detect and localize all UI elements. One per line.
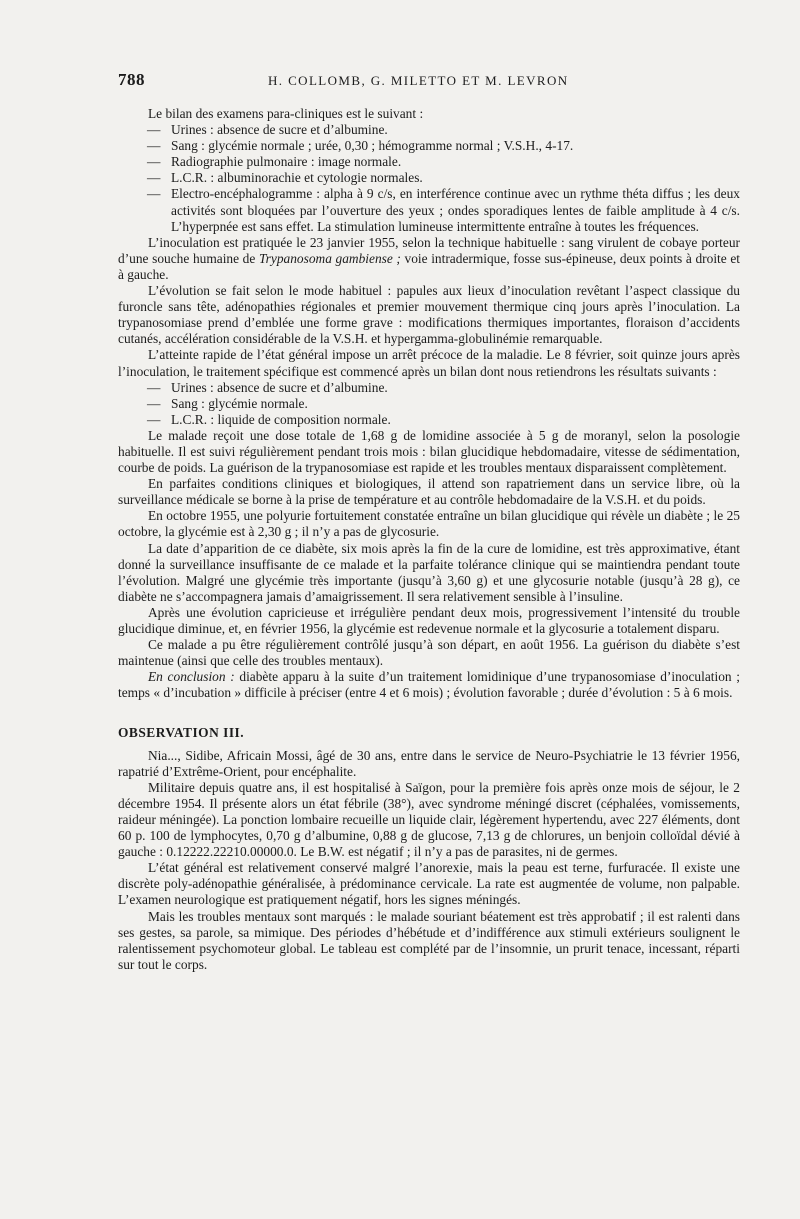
paragraph-malade: Le malade reçoit une dose totale de 1,68 g de lomidine associée à 5 g de moranyl, selon la posologie habituelle. Il est suivi régulièrement pendant trois mois : bilan glucidique hebdomadaire, vitesse de sédimentation, courbe de poids. La guérison de la trypanosomiase est rapide et les troubles mentaux disparaissent complètement. [118, 427, 740, 476]
paragraph-obs3-intro: Nia..., Sidibe, Africain Mossi, âgé de 30 ans, entre dans le service de Neuro-Psychiatrie le 13 février 1956, rapatrié d’Extrême-Orient, pour encéphalite. [118, 747, 740, 779]
running-head: H. COLLOMB, G. MILETTO ET M. LEVRON [268, 73, 569, 88]
page-header [118, 70, 740, 94]
results-list [118, 380, 740, 428]
conclusion-label: En conclusion : [148, 669, 235, 685]
paragraph-date: La date d’apparition de ce diabète, six mois après la fin de la cure de lomidine, est très approximative, étant donné la surveillance insuffisante de ce malade et la parfaite tolérance clinique qui se maintiendra pendant toute l’évolution. Malgré une glycémie très importante (jusqu’à 3,60 g) et une glycosurie notable (jusqu’à 28 g), ce diabète ne s’accompagnera jamais d’amaigrissement. Il sera relativement sensible à l’insuline. [118, 540, 740, 604]
paragraph-obs3-general-state: L’état général est relativement conservé malgré l’anorexie, mais la peau est terne, furfuracée. Il existe une discrète poly-adénopathie généralisée, à prédominance cervicale. La rate est augmentée de volume, non palpable. L’examen neurologique est pratiquement négatif, hors les signes méningés. [118, 860, 740, 908]
page-number: 788 [118, 70, 145, 89]
list-item: — L.C.R. : albuminorachie et cytologie normales. [147, 170, 423, 186]
list-item: — Radiographie pulmonaire : image normale. [147, 154, 402, 170]
paragraph-octobre: En octobre 1955, une polyurie fortuitement constatée entraîne un bilan glucidique qui révèle un diabète ; le 25 octobre, la glycémie est à 2,30 g ; il n’y a pas de glycosurie. [118, 508, 740, 540]
paragraph-apres: Après une évolution capricieuse et irrégulière pendant deux mois, progressivement l’intensité du trouble glucidique diminue, et, en février 1956, la glycémie est redevenue normale et la glycosurie a totalement disparu. [118, 604, 740, 636]
species-name: Trypanosoma gambiense ; [258, 250, 401, 266]
list-item: — Sang : glycémie normale ; urée, 0,30 ; hémogramme normal ; V.S.H., 4-17. [147, 138, 574, 154]
paragraph-obs3-mental: Mais les troubles mentaux sont marqués : le malade souriant béatement est très approbatif ; il est ralenti dans ses gestes, sa parole, sa mimique. Des périodes d’hébétude et d’indifférence aux stimuli extérieurs soulignent le ralentissement psychomoteur global. Le tableau est complété par de l’insomnie, un prurit tenace, incessant, réparti sur tout le corps. [118, 908, 740, 972]
paragraph-controle: Ce malade a pu être régulièrement contrôlé jusqu’à son départ, en août 1956. La guérison du diabète s’est maintenue (ainsi que celle des troubles mentaux). [118, 637, 740, 669]
paragraph-atteinte: L’atteinte rapide de l’état général impose un arrêt précoce de la maladie. Le 8 février, soit quinze jours après l’inoculation, le traitement spécifique est commencé après un bilan dont nous retiendrons les résultats suivants : [118, 347, 740, 379]
body-text [118, 106, 740, 973]
exams-list [118, 122, 740, 235]
paragraph-conditions: En parfaites conditions cliniques et biologiques, il attend son rapatriement dans un service libre, où la surveillance médicale se borne à la prise de température et au contrôle hebdomadaire de la V.S.H. et du poids. [118, 476, 740, 508]
paragraph-conclusion: En conclusion : diabète apparu à la suite d’un traitement lomidinique d’une trypanosomiase d’inoculation ; temps « d’incubation » difficile à préciser (entre 4 et 6 mois) ; évolution favorable ; durée d’évolution : 5 à 6 mois. [118, 669, 740, 701]
list-item: — Urines : absence de sucre et d’albumine. [147, 122, 388, 138]
paragraph-obs3-history: Militaire depuis quatre ans, il est hospitalisé à Saïgon, pour la première fois après onze mois de séjour, le 2 décembre 1954. Il présente alors un état fébrile (38°), avec syndrome méningé discret (céphalées, vomissements, raideur méningée). La ponction lombaire recueille un liquide clair, légèrement hypertendu, avec 227 éléments, dont 60 p. 100 de lymphocytes, 0,70 g d’albumine, 0,88 g de glucose, 7,13 g de chlorures, un benjoin colloïdal dévié à gauche : 0.12222.22210.00000.0. Le B.W. est négatif ; il n’y a pas de parasites, ni de germes. [118, 779, 740, 860]
exams-intro: Le bilan des examens para-cliniques est le suivant : [148, 106, 424, 121]
paragraph-evolution: L’évolution se fait selon le mode habituel : papules aux lieux d’inoculation revêtant l’aspect classique du furoncle sans tête, adénopathies régionales et premier mouvement thermique cinq jours après l’inoculation. La trypanosomiase prend d’emblée une forme grave : modifications thermiques importantes, floraison d’accidents cutanés, accélération considérable de la V.S.H. et hypergamma-globulinémie remarquable. [118, 283, 740, 347]
list-item: — Electro-encéphalogramme : alpha à 9 c/s, en interférence continue avec un rythme théta diffus ; les deux activités sont bloquées par l’ouverture des yeux ; ondes sporadiques lentes de faible amplitude à 4 c/s. L’hyperpnée est sans effet. La stimulation lumineuse intermittente entraîne à toutes les fréquences. [147, 186, 740, 234]
list-item: — L.C.R. : liquide de composition normale. [147, 411, 391, 427]
list-item: — Sang : glycémie normale. [147, 395, 308, 411]
section-heading: OBSERVATION III. [118, 725, 245, 741]
list-item: — Urines : absence de sucre et d’albumine. [147, 379, 388, 395]
paragraph-inoculation: L’inoculation est pratiquée le 23 janvier 1955, selon la technique habituelle : sang virulent de cobaye porteur d’une souche humaine de Trypanosoma gambiense ; voie intradermique, fosse sus-épineuse, deux points à droite et à gauche. [118, 234, 741, 282]
